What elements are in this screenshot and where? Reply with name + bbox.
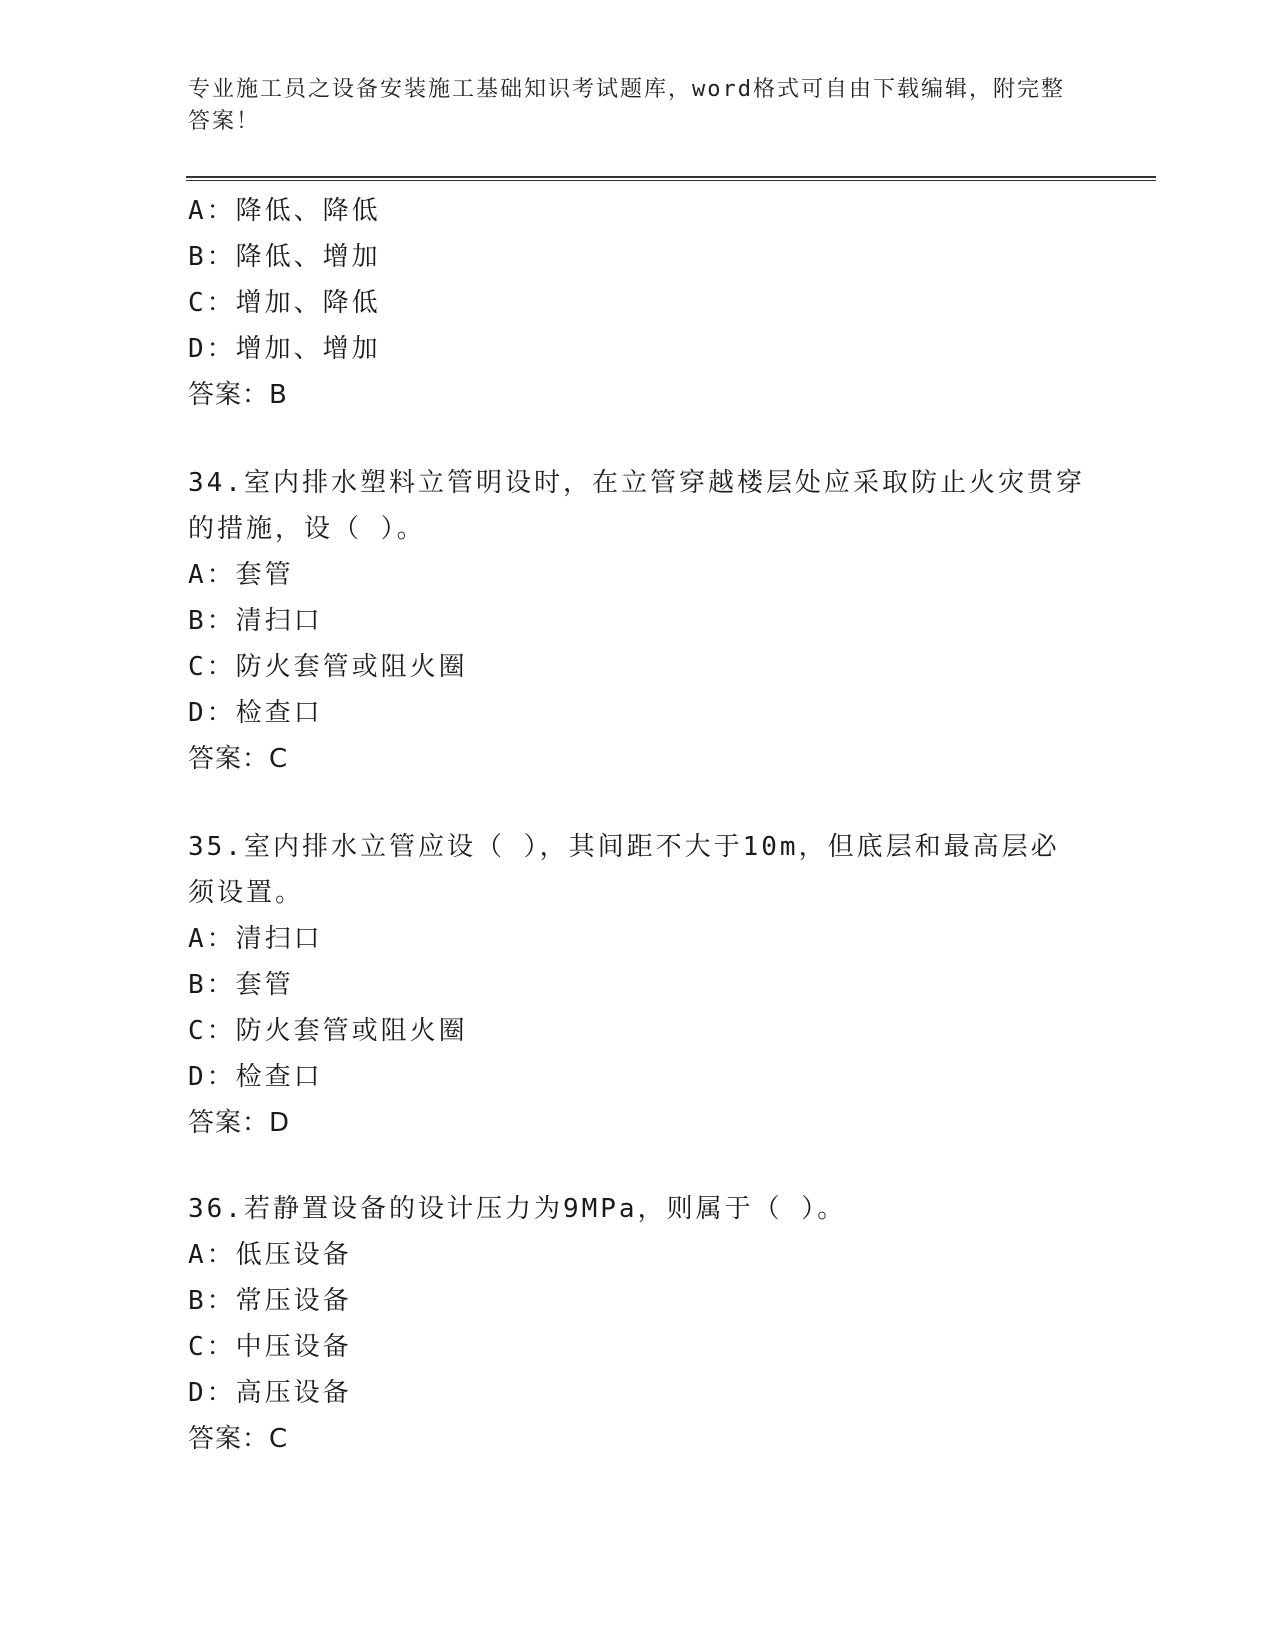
answer-line: 答案：B xyxy=(188,380,288,410)
option-d: D：检查口 xyxy=(188,1062,323,1092)
question-text: 34.室内排水塑料立管明设时，在立管穿越楼层处应采取防止火灾贯穿的措施，设（ ）。 xyxy=(188,468,1085,544)
option-b: B：套管 xyxy=(188,970,294,1000)
option-d: D：检查口 xyxy=(188,698,323,728)
option-a: A：降低、降低 xyxy=(188,196,381,226)
option-d: D：高压设备 xyxy=(188,1378,352,1408)
question-block-34 xyxy=(188,460,1088,782)
answer-line: 答案：D xyxy=(188,1108,291,1138)
question-block-continued xyxy=(188,188,1088,418)
question-block-35 xyxy=(188,824,1088,1146)
option-c: C：防火套管或阻火圈 xyxy=(188,1016,468,1046)
answer-line: 答案：C xyxy=(188,744,289,774)
option-c: C：增加、降低 xyxy=(188,288,381,318)
option-c: C：中压设备 xyxy=(188,1332,352,1362)
answer-line: 答案：C xyxy=(188,1424,289,1454)
option-b: B：清扫口 xyxy=(188,606,323,636)
option-a: A：清扫口 xyxy=(188,924,323,954)
option-a: A：低压设备 xyxy=(188,1240,352,1270)
question-text: 36.若静置设备的设计压力为9MPa，则属于（ ）。 xyxy=(188,1194,847,1224)
header-divider xyxy=(186,176,1156,181)
question-list xyxy=(188,188,1088,1462)
option-a: A：套管 xyxy=(188,560,294,590)
document-header: 专业施工员之设备安装施工基础知识考试题库，word格式可自由下载编辑，附完整答案！ xyxy=(188,77,1065,134)
option-c: C：防火套管或阻火圈 xyxy=(188,652,468,682)
question-text: 35.室内排水立管应设（ ），其间距不大于10m，但底层和最高层必须设置。 xyxy=(188,832,1060,908)
option-b: B：降低、增加 xyxy=(188,242,381,272)
question-block-36 xyxy=(188,1186,1088,1462)
option-b: B：常压设备 xyxy=(188,1286,352,1316)
option-d: D：增加、增加 xyxy=(188,334,381,364)
